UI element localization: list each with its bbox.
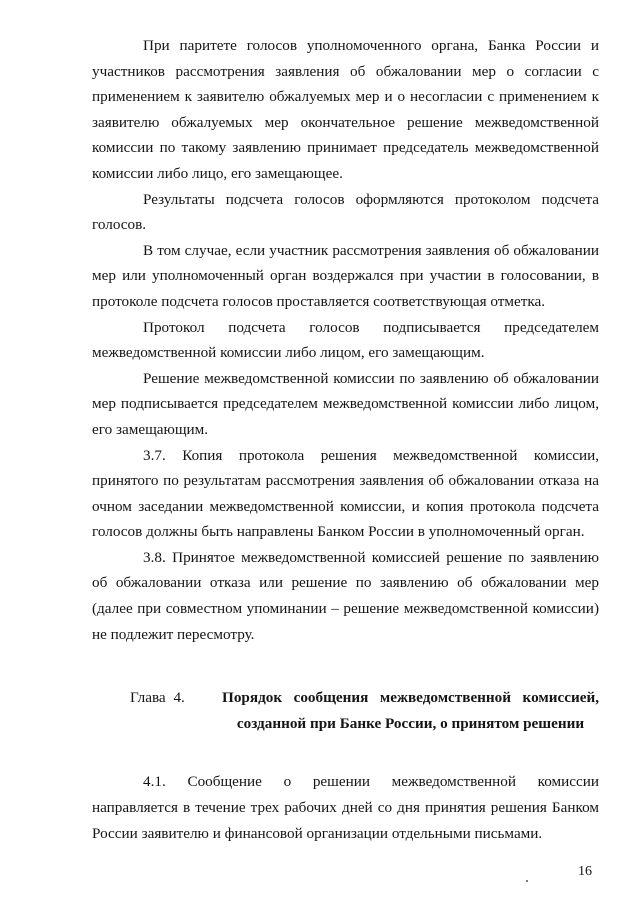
chapter-heading — [92, 685, 599, 736]
paragraph-abstention: В том случае, если участник рассмотрения заявления об обжаловании мер или уполномоченный орган воздержался при участии в голосовании, в протоколе подсчета голосов проставляется соответствующая отметка. — [92, 241, 599, 310]
paragraph-parity-of-votes: При паритете голосов уполномоченного органа, Банка России и участников рассмотрения заявления об обжаловании мер о согласии с применением к заявителю обжалуемых мер и о несогласии с применением к заявителю обжалуемых мер окончательное решение межведомственной комиссии по такому заявлению принимает председатель межведомственной комиссии либо лицо, его замещающее. — [92, 37, 599, 182]
paragraph-vote-count-results: Результаты подсчета голосов оформляются протоколом подсчета голосов. — [92, 190, 599, 234]
page-number: 16 — [578, 864, 592, 879]
paragraph-protocol-signing: Протокол подсчета голосов подписывается председателем межведомственной комиссии либо лицом, его замещающим. — [92, 318, 599, 362]
document-page — [92, 33, 599, 846]
chapter-title: Порядок сообщения межведомственной комиссией, созданной при Банке России, о принятом решении — [222, 689, 599, 732]
paragraph-clause-3-8: 3.8. Принятое межведомственной комиссией решение по заявлению об обжаловании отказа или решение по заявлению об обжаловании мер (далее при совместном упоминании – решение межведомственной комиссии) не подлежит пересмотру. — [92, 548, 599, 643]
paragraph-clause-4-1: 4.1. Сообщение о решении межведомственной комиссии направляется в течение трех рабочих дней со дня принятия решения Банком России заявителю и финансовой организации отдельными письмами. — [92, 773, 599, 842]
scan-speck — [526, 880, 528, 882]
paragraph-decision-signing: Решение межведомственной комиссии по заявлению об обжаловании мер подписывается председателем межведомственной комиссии либо лицом, его замещающим. — [92, 369, 599, 438]
chapter-label: Глава 4. — [130, 689, 185, 707]
paragraph-clause-3-7: 3.7. Копия протокола решения межведомственной комиссии, принятого по результатам рассмотрения заявления об обжаловании отказа на очном заседании межведомственной комиссии, и копия протокола подсчета голосов должны быть направлены Банком России в уполномоченный орган. — [92, 446, 599, 541]
